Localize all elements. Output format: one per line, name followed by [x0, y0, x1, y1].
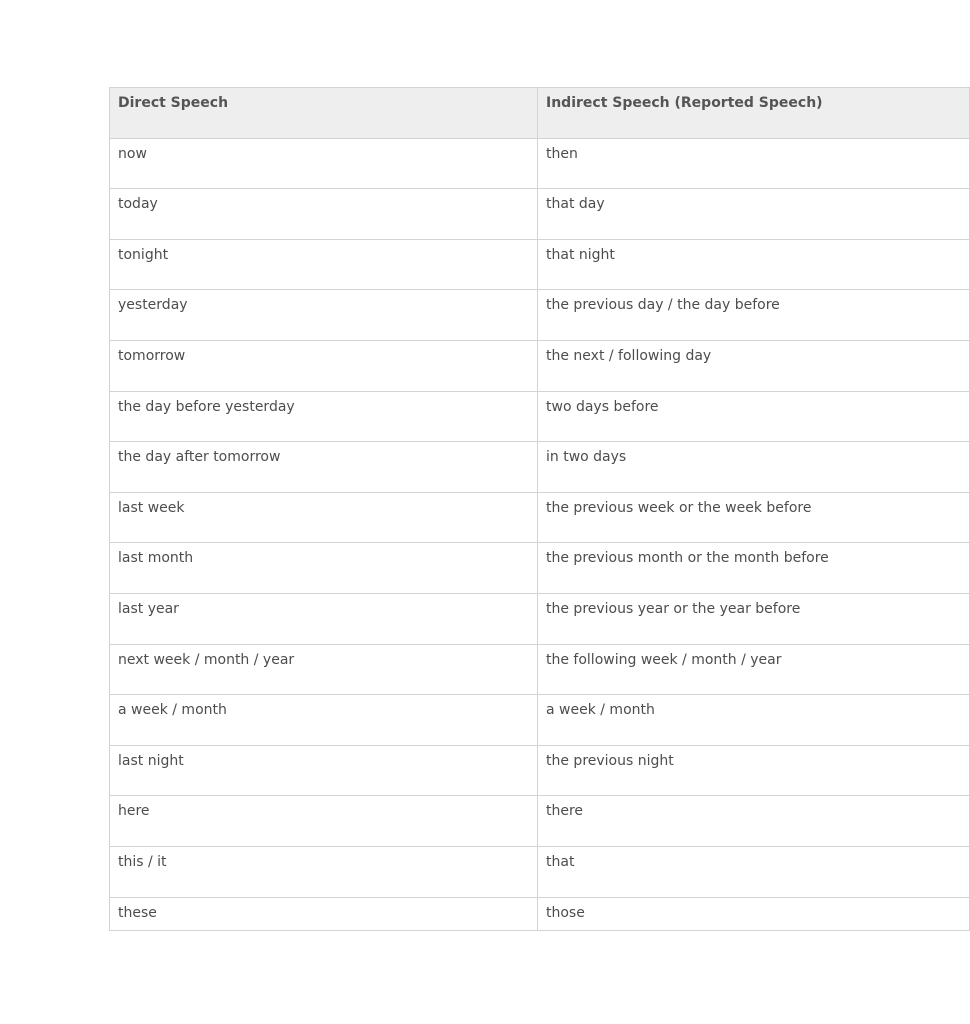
- indirect-cell: the previous month or the month before: [538, 543, 970, 594]
- indirect-cell: a week / month: [538, 695, 970, 746]
- header-indirect-speech: Indirect Speech (Reported Speech): [538, 88, 970, 139]
- indirect-cell: the previous year or the year before: [538, 593, 970, 644]
- indirect-cell: the previous week or the week before: [538, 492, 970, 543]
- indirect-cell: in two days: [538, 442, 970, 493]
- indirect-cell: there: [538, 796, 970, 847]
- table-row: [110, 391, 970, 442]
- table-row: [110, 543, 970, 594]
- direct-cell: last night: [110, 745, 538, 796]
- speech-comparison-table: [109, 87, 970, 931]
- direct-cell: last year: [110, 593, 538, 644]
- table-row: [110, 593, 970, 644]
- direct-cell: last week: [110, 492, 538, 543]
- table-row: [110, 340, 970, 391]
- table-row: [110, 644, 970, 695]
- indirect-cell: the previous day / the day before: [538, 290, 970, 341]
- indirect-cell: the following week / month / year: [538, 644, 970, 695]
- indirect-cell: the next / following day: [538, 340, 970, 391]
- table-row: [110, 442, 970, 493]
- indirect-cell: then: [538, 138, 970, 189]
- table-header-row: [110, 88, 970, 139]
- direct-cell: the day before yesterday: [110, 391, 538, 442]
- direct-cell: tomorrow: [110, 340, 538, 391]
- indirect-cell: that: [538, 846, 970, 897]
- direct-cell: a week / month: [110, 695, 538, 746]
- table-row: [110, 796, 970, 847]
- table-row: [110, 239, 970, 290]
- table-row: [110, 189, 970, 240]
- table-row: [110, 290, 970, 341]
- direct-cell: last month: [110, 543, 538, 594]
- indirect-cell: that day: [538, 189, 970, 240]
- indirect-cell: those: [538, 897, 970, 930]
- speech-table-container: [109, 87, 829, 931]
- direct-cell: these: [110, 897, 538, 930]
- direct-cell: next week / month / year: [110, 644, 538, 695]
- direct-cell: here: [110, 796, 538, 847]
- direct-cell: now: [110, 138, 538, 189]
- table-row: [110, 897, 970, 930]
- indirect-cell: that night: [538, 239, 970, 290]
- direct-cell: tonight: [110, 239, 538, 290]
- header-direct-speech: Direct Speech: [110, 88, 538, 139]
- table-row: [110, 745, 970, 796]
- indirect-cell: two days before: [538, 391, 970, 442]
- table-row: [110, 695, 970, 746]
- direct-cell: today: [110, 189, 538, 240]
- direct-cell: yesterday: [110, 290, 538, 341]
- direct-cell: the day after tomorrow: [110, 442, 538, 493]
- direct-cell: this / it: [110, 846, 538, 897]
- table-row: [110, 846, 970, 897]
- indirect-cell: the previous night: [538, 745, 970, 796]
- table-row: [110, 492, 970, 543]
- table-row: [110, 138, 970, 189]
